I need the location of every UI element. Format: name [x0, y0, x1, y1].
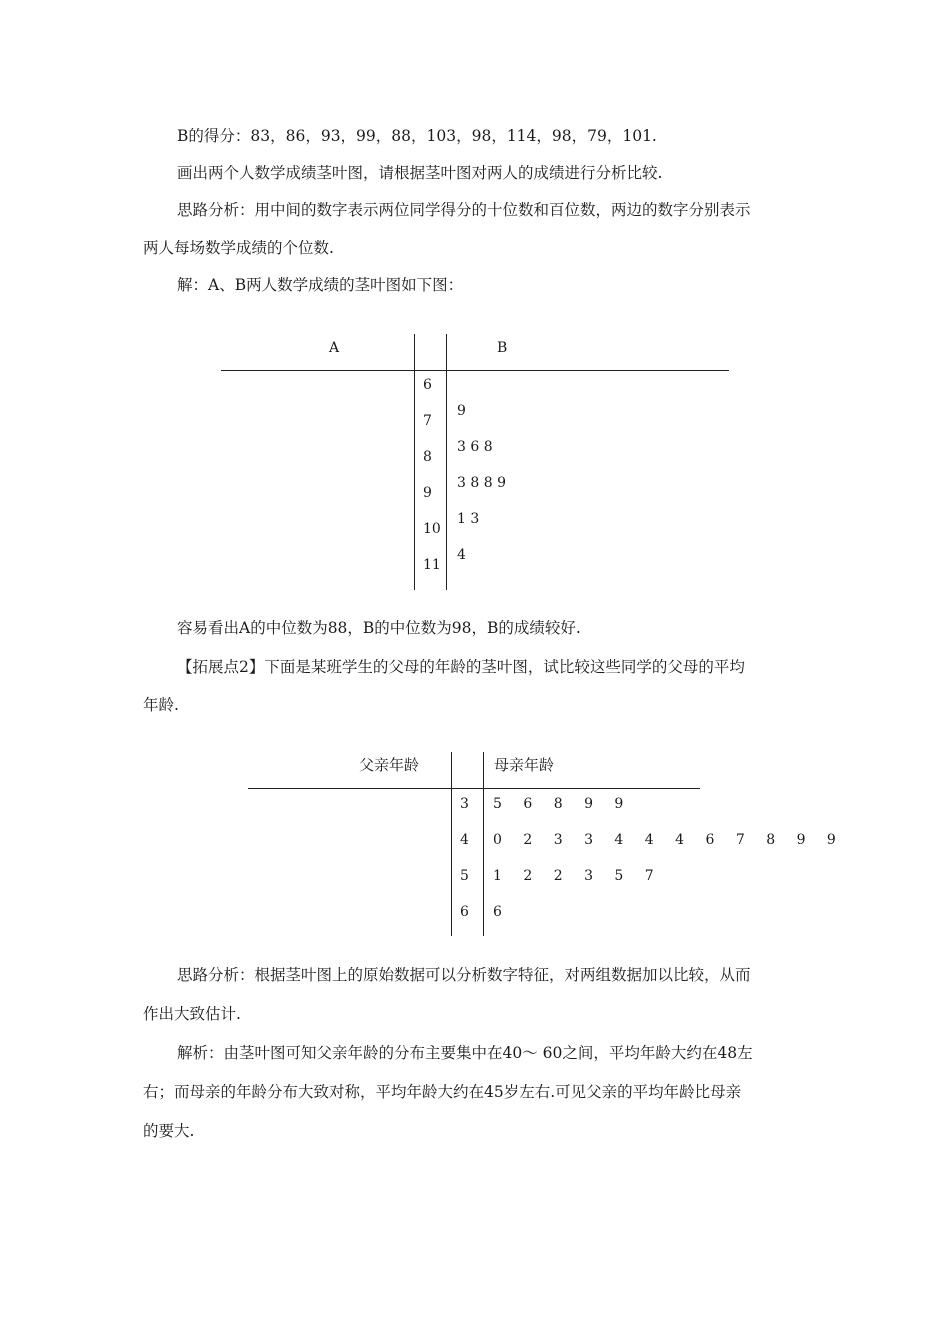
- plot1-stem: 11: [423, 557, 441, 573]
- paragraph-solution: 解：A、B两人数学成绩的茎叶图如下图：: [177, 276, 464, 294]
- plot1-right-leaf: 1 3: [457, 511, 480, 527]
- paragraph-explanation-line2: 右；而母亲的年龄分布大致对称，平均年龄大约在45岁左右.可见父亲的平均年龄比母亲: [143, 1083, 742, 1101]
- plot2-header-rule: [248, 788, 700, 789]
- plot2-right-leaf: 6: [493, 904, 511, 920]
- paragraph-median-conclusion: 容易看出A的中位数为88，B的中位数为98，B的成绩较好.: [177, 619, 581, 637]
- plot1-right-leaf: 4: [457, 547, 466, 563]
- plot1-left-rule: [414, 334, 415, 590]
- plot1-stem: 10: [423, 521, 441, 537]
- plot1-stem: 6: [423, 377, 432, 393]
- plot1-right-leaf: 3 8 8 9: [457, 475, 506, 491]
- plot2-stem: 6: [460, 904, 469, 920]
- plot2-header-father: 父亲年龄: [359, 756, 420, 774]
- paragraph-extension-line2: 年龄.: [143, 696, 179, 714]
- plot1-right-leaf: 9: [457, 403, 466, 419]
- plot1-stem: 8: [423, 449, 432, 465]
- paragraph-analysis-line2: 两人每场数学成绩的个位数.: [143, 239, 334, 257]
- plot1-right-rule: [446, 334, 447, 590]
- paragraph-b-scores: B的得分：83，86，93，99，88，103，98，114，98，79，101.: [177, 127, 657, 145]
- plot2-stem: 4: [460, 832, 469, 848]
- paragraph-task: 画出两个人数学成绩茎叶图，请根据茎叶图对两人的成绩进行分析比较.: [177, 164, 663, 182]
- plot2-left-rule: [451, 752, 452, 936]
- plot2-right-leaf: 1 2 2 3 5 7: [493, 868, 663, 884]
- paragraph-analysis2-line2: 作出大致估计.: [143, 1005, 241, 1023]
- plot1-header-a: A: [329, 340, 340, 356]
- paragraph-explanation-line1: 解析：由茎叶图可知父亲年龄的分布主要集中在40～ 60之间，平均年龄大约在48左: [177, 1044, 753, 1062]
- plot2-header-mother: 母亲年龄: [494, 756, 555, 774]
- plot2-right-leaf: 5 6 8 9 9: [493, 796, 632, 812]
- paragraph-extension-line1: 【拓展点2】下面是某班学生的父母的年龄的茎叶图，试比较这些同学的父母的平均: [177, 658, 745, 676]
- plot2-right-leaf: 0 2 3 3 4 4 4 6 7 8 9 9: [493, 832, 845, 848]
- paragraph-explanation-line3: 的要大.: [143, 1122, 195, 1140]
- plot1-stem: 7: [423, 413, 432, 429]
- plot1-header-rule: [221, 370, 729, 371]
- plot2-stem: 5: [460, 868, 469, 884]
- paragraph-analysis-line1: 思路分析：用中间的数字表示两位同学得分的十位数和百位数，两边的数字分别表示: [177, 201, 751, 219]
- paragraph-analysis2-line1: 思路分析：根据茎叶图上的原始数据可以分析数字特征，对两组数据加以比较，从而: [177, 966, 751, 984]
- plot2-right-rule: [483, 752, 484, 936]
- plot1-right-leaf: 3 6 8: [457, 439, 493, 455]
- plot1-stem: 9: [423, 485, 432, 501]
- plot2-stem: 3: [460, 796, 469, 812]
- plot1-header-b: B: [497, 340, 508, 356]
